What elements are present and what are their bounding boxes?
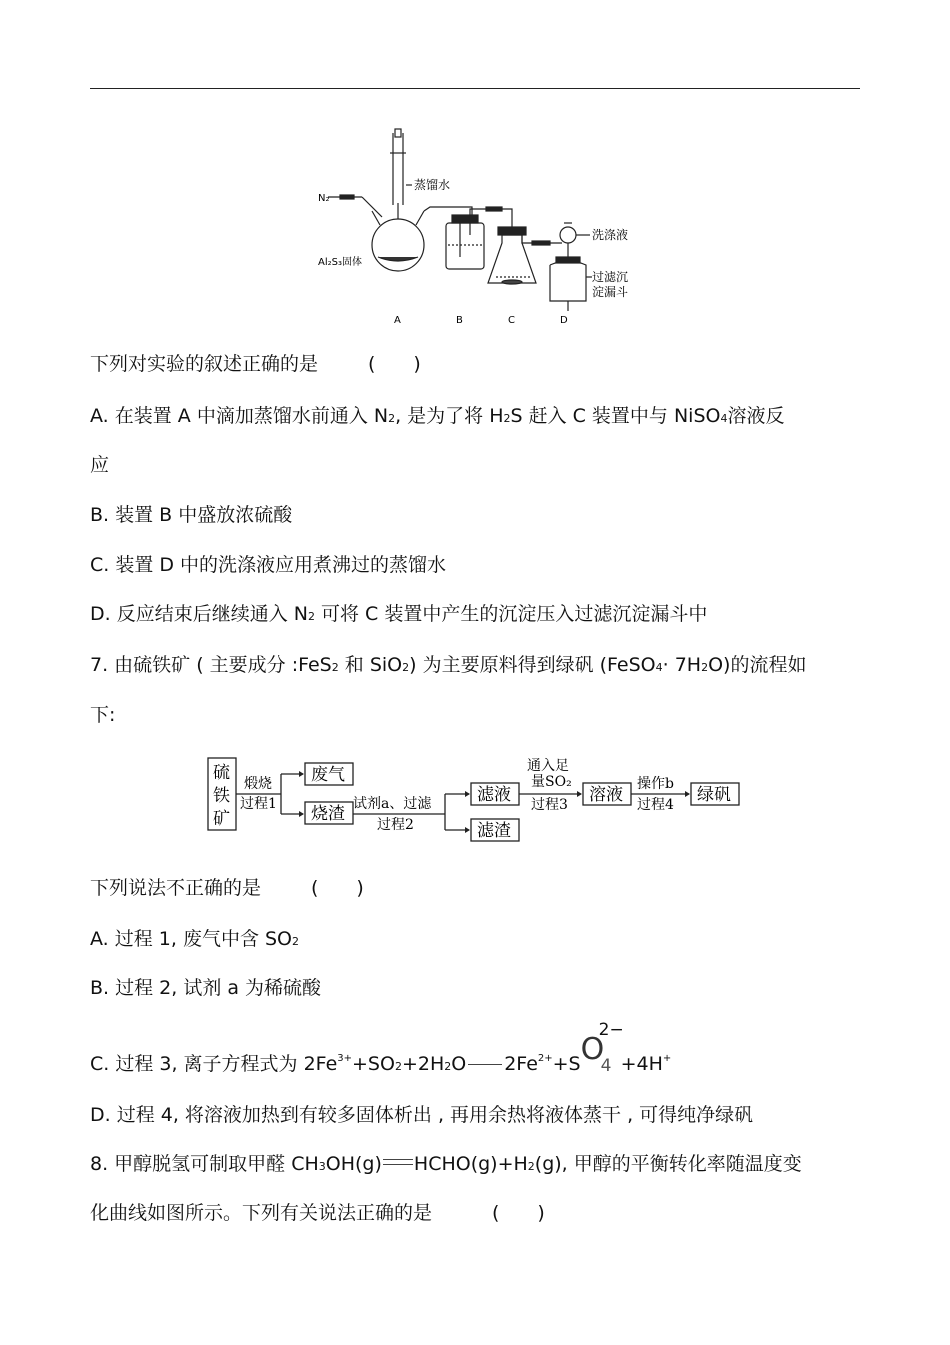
- label-a: A: [394, 315, 401, 326]
- q8-stem: 8. 甲醇脱氢可制取甲醛 CH3OH(g) HCHO(g)+H2(g), 甲醇的平衡转化率随温度变: [90, 1153, 802, 1175]
- label-solid: Al₂S₃固体: [318, 257, 362, 268]
- flow-so2-2: 量SO₂: [531, 774, 572, 790]
- flow-filtrate: 滤液: [477, 785, 511, 805]
- q6-stem: 下列对实验的叙述正确的是 ( ): [90, 353, 421, 375]
- q6-option-a-cont: 应: [90, 454, 110, 476]
- q6-option-d: D. 反应结束后继续通入 N2 可将 C 装置中产生的沉淀压入过滤沉淀漏斗中: [90, 603, 708, 625]
- label-c: C: [508, 315, 515, 326]
- q7-option-d: D. 过程 4, 将溶液加热到有较多固体析出 , 再用余热将液体蒸干 , 可得纯净绿矾: [90, 1104, 754, 1126]
- label-wash: 洗涤液: [592, 228, 629, 242]
- q7-stem: 7. 由硫铁矿 ( 主要成分 :FeS2 和 SiO2) 为主要原料得到绿矾 (FeSO4· 7H2O)的流程如: [90, 654, 807, 676]
- flow-ore-2: 铁: [213, 786, 230, 806]
- q7-stem-cont: 下:: [90, 704, 116, 726]
- flow-slag: 烧渣: [311, 804, 345, 824]
- flow-ore-3: 矿: [213, 809, 230, 829]
- flow-ore-1: 硫: [213, 763, 230, 783]
- label-n2: N₂: [318, 193, 330, 204]
- flow-op-b: 操作b: [637, 776, 674, 792]
- flow-proc2: 过程2: [377, 817, 414, 833]
- sulfate-formula: O 2− 4: [580, 1020, 624, 1076]
- q7-option-a: A. 过程 1, 废气中含 SO2: [90, 928, 300, 950]
- flow-solution: 溶液: [589, 785, 623, 805]
- reaction-arrow: [468, 1064, 502, 1065]
- label-distilled-water: 蒸馏水: [414, 178, 451, 192]
- q6-option-c: C. 装置 D 中的洗涤液应用煮沸过的蒸馏水: [90, 554, 447, 576]
- flow-reagent: 试剂a、过滤: [353, 796, 432, 812]
- label-funnel-1: 过滤沉: [592, 270, 629, 284]
- q7-question: 下列说法不正确的是 ( ): [90, 877, 364, 899]
- flow-so2-1: 通入足: [527, 758, 569, 774]
- label-b: B: [456, 315, 463, 326]
- label-funnel-2: 淀漏斗: [592, 285, 629, 299]
- equilibrium-arrow: [383, 1159, 413, 1165]
- q8-stem-cont: 化曲线如图所示。下列有关说法正确的是 ( ): [90, 1202, 545, 1224]
- flow-diagram: [205, 752, 750, 848]
- flow-proc3: 过程3: [531, 797, 568, 813]
- header-rule: [90, 88, 860, 89]
- flow-proc4: 过程4: [637, 797, 674, 813]
- q7-option-c: C. 过程 3, 离子方程式为 $2Fe^{3+}+SO2+2H2O$ $2Fe^{2+}+S$ O 2− 4 +4H+: [90, 1020, 672, 1076]
- flow-proc1: 过程1: [240, 796, 277, 812]
- flow-green-vitriol: 绿矾: [697, 785, 731, 805]
- flow-waste-gas: 废气: [311, 765, 345, 785]
- q6-option-a: A. 在装置 A 中滴加蒸馏水前通入 N2, 是为了将 H2S 赶入 C 装置中与 NiSO4溶液反: [90, 405, 785, 427]
- apparatus-figure: [300, 125, 650, 330]
- q6-option-b: B. 装置 B 中盛放浓硫酸: [90, 504, 293, 526]
- label-d: D: [560, 315, 568, 326]
- q7-option-b: B. 过程 2, 试剂 a 为稀硫酸: [90, 977, 322, 999]
- flow-residue: 滤渣: [477, 821, 511, 841]
- flow-calcine: 煅烧: [244, 776, 272, 792]
